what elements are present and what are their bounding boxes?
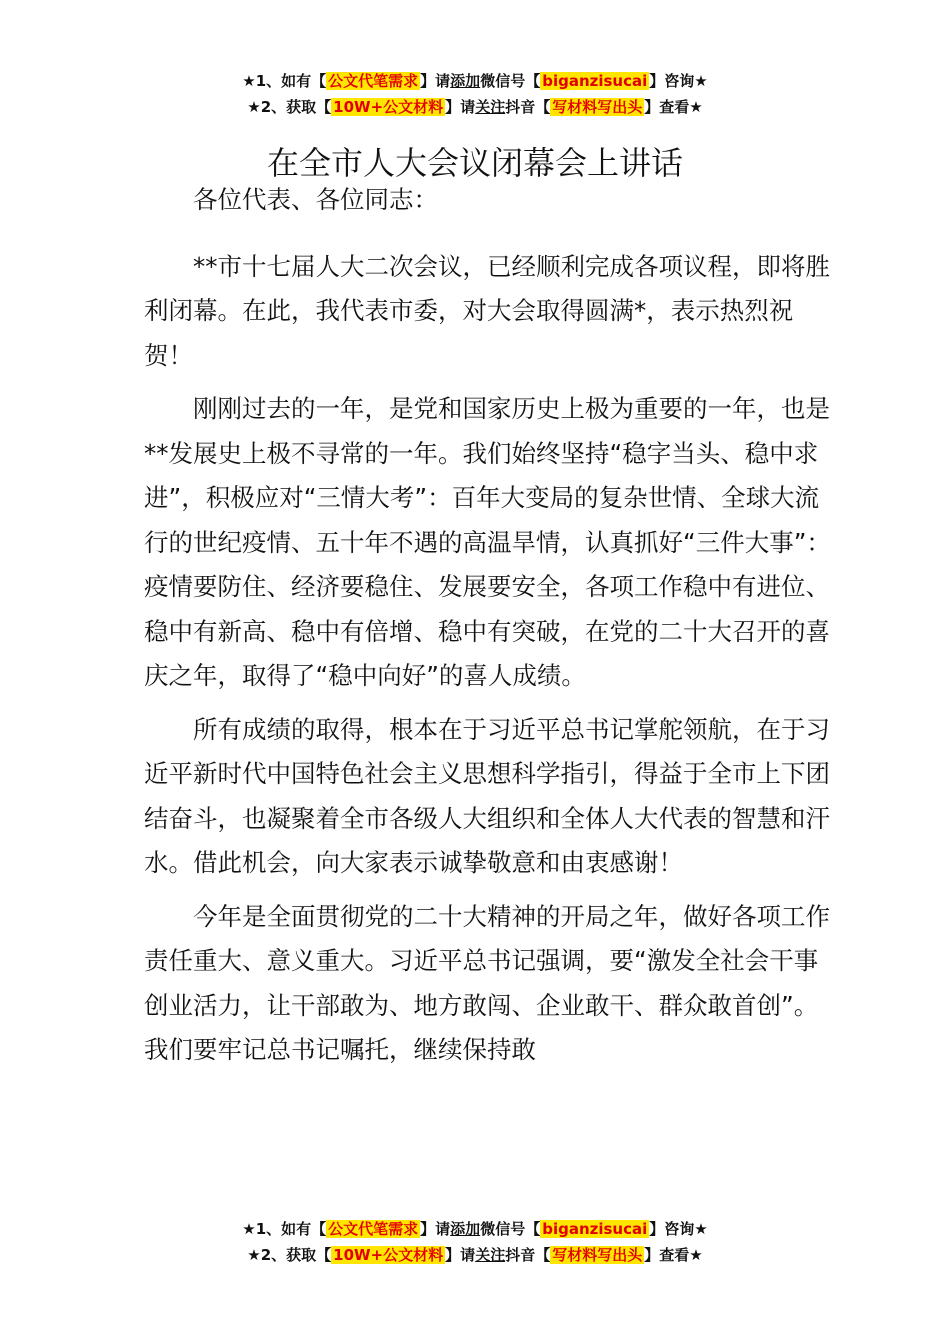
document-title: 在全市人大会议闭幕会上讲话 (266, 144, 683, 183)
promo-underlined: 关注 (475, 98, 506, 116)
star-icon: ★ (689, 1246, 703, 1264)
promo-text: 2、获取【 (260, 98, 332, 116)
promo-line-2 (0, 1242, 950, 1268)
star-icon: ★ (247, 98, 261, 116)
star-icon: ★ (247, 1246, 261, 1264)
highlight-wechat-id: biganzisucai (542, 1220, 648, 1238)
paragraph: 刚刚过去的一年，是党和国家历史上极为重要的一年，也是**发展史上极不寻常的一年。我们始终坚持“稳字当头、稳中求进”，积极应对“三情大考”：百年大变局的复杂世情、全球大流行的世纪疫情、五十年不遇的高温旱情，认真抓好“三件大事”：疫情要防住、经济要稳住、发展要安全，各项工作稳中有进位、稳中有新高、稳中有倍增、稳中有突破，在党的二十大召开的喜庆之年，取得了“稳中向好”的喜人成绩。 (144, 394, 831, 690)
star-icon: ★ (694, 1220, 708, 1238)
highlight-service: 公文代笔需求 (328, 72, 419, 90)
promo-text: 】查看 (644, 98, 690, 116)
promo-banner-bottom (0, 1216, 950, 1268)
promo-line-2 (0, 94, 950, 120)
paragraph: **市十七届人大二次会议，已经顺利完成各项议程，即将胜利闭幕。在此，我代表市委，对大会取得圆满*，表示热烈祝贺！ (144, 251, 830, 370)
star-icon: ★ (689, 98, 703, 116)
highlight-materials: 10W+公文材料 (333, 1246, 444, 1264)
highlight-douyin-account: 写材料写出头 (552, 1246, 643, 1264)
promo-line-1 (0, 68, 950, 94)
promo-text: 】咨询 (649, 72, 695, 90)
promo-text: 抖音【 (505, 98, 551, 116)
highlight-douyin-account: 写材料写出头 (552, 98, 643, 116)
promo-underlined: 添加 (450, 1220, 481, 1238)
promo-text: 1、如有【 (255, 1220, 327, 1238)
promo-text: 】查看 (644, 1246, 690, 1264)
promo-text: 】请 (420, 72, 451, 90)
star-icon: ★ (242, 1220, 256, 1238)
promo-line-1 (0, 1216, 950, 1242)
salutation: 各位代表、各位同志： (193, 185, 438, 214)
highlight-materials: 10W+公文材料 (333, 98, 444, 116)
highlight-wechat-id: biganzisucai (542, 72, 648, 90)
star-icon: ★ (694, 72, 708, 90)
promo-text: 】请 (420, 1220, 451, 1238)
promo-text: 抖音【 (505, 1246, 551, 1264)
promo-text: 微信号【 (480, 72, 541, 90)
promo-text: 】咨询 (649, 1220, 695, 1238)
star-icon: ★ (242, 72, 256, 90)
promo-text: 微信号【 (480, 1220, 541, 1238)
promo-text: 】请 (445, 98, 476, 116)
promo-text: 】请 (445, 1246, 476, 1264)
paragraph: 今年是全面贯彻党的二十大精神的开局之年，做好各项工作责任重大、意义重大。习近平总书记强调，要“激发全社会干事创业活力，让干部敢为、地方敢闯、企业敢干、群众敢首创”。我们要牢记总书记嘱托，继续保持敢 (144, 901, 830, 1064)
promo-text: 1、如有【 (255, 72, 327, 90)
promo-underlined: 添加 (450, 72, 481, 90)
promo-banner-top (0, 68, 950, 120)
promo-underlined: 关注 (475, 1246, 506, 1264)
document-body (144, 178, 834, 1082)
highlight-service: 公文代笔需求 (328, 1220, 419, 1238)
promo-text: 2、获取【 (260, 1246, 332, 1264)
paragraph: 所有成绩的取得，根本在于习近平总书记掌舵领航，在于习近平新时代中国特色社会主义思想科学指引，得益于全市上下团结奋斗，也凝聚着全市各级人大组织和全体人大代表的智慧和汗水。借此机会，向大家表示诚挚敬意和由衷感谢！ (144, 714, 830, 877)
